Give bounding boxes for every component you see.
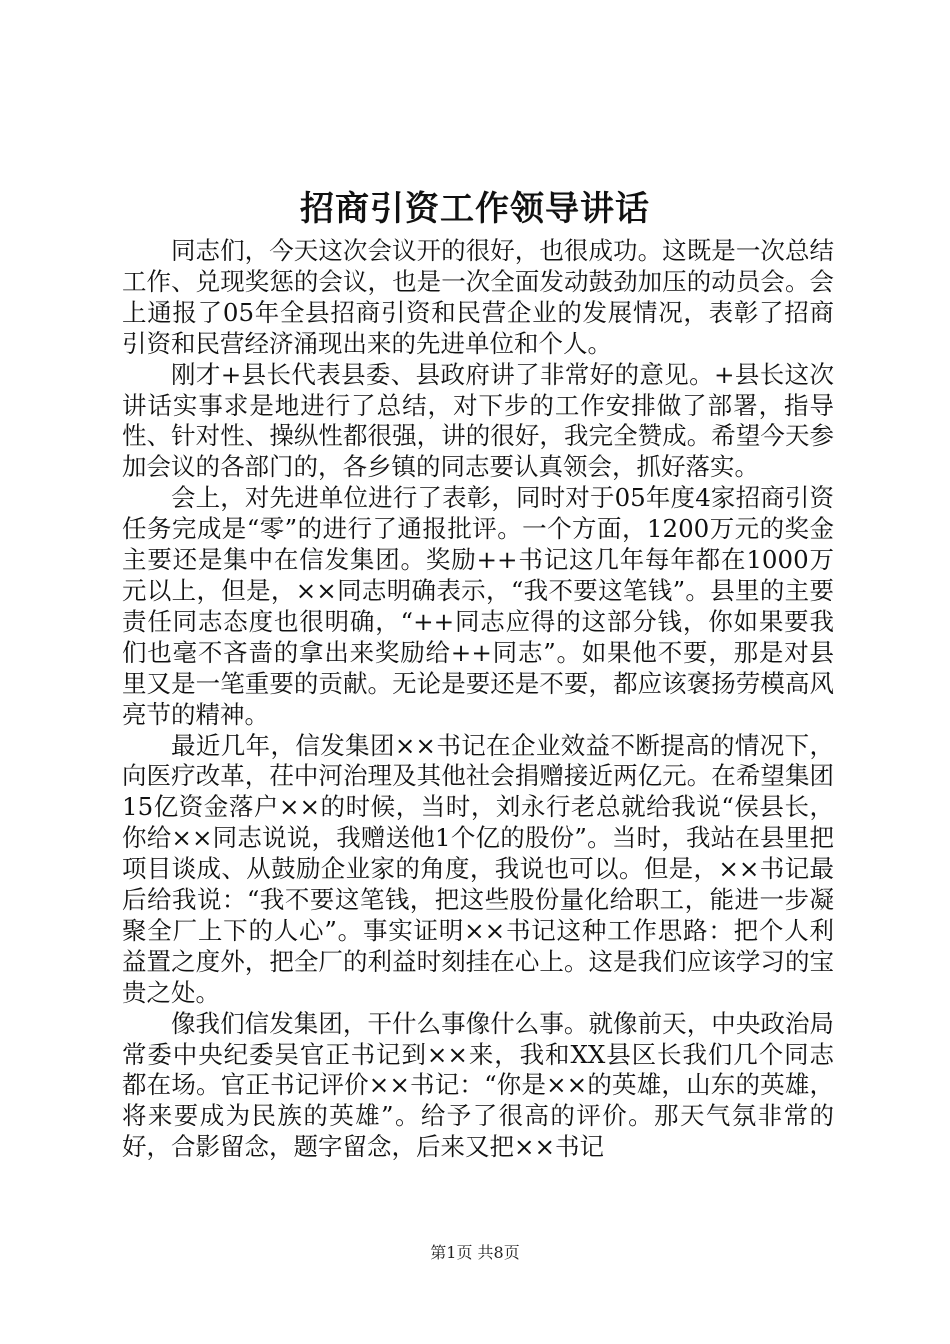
paragraph-5: 像我们信发集团，干什么事像什么事。就像前天，中央政治局常委中央纪委吴官正书记到××来，我和XX县区长我们几个同志都在场。官正书记评价××书记：“你是××的英雄，山东的英雄，将来要成为民族的英雄”。给予了很高的评价。那天气氛非常的好，合影留念，题字留念，后来又把××书记	[122, 1008, 834, 1162]
page-number-footer: 第1页 共8页	[430, 1243, 520, 1262]
paragraph-3: 会上，对先进单位进行了表彰，同时对于05年度4家招商引资任务完成是“零”的进行了通报批评。一个方面，1200万元的奖金主要还是集中在信发集团。奖励++书记这几年每年都在1000万元以上，但是，××同志明确表示，“我不要这笔钱”。县里的主要责任同志态度也很明确，“++同志应得的这部分钱，你如果要我们也毫不吝啬的拿出来奖励给++同志”。如果他不要，那是对县里又是一笔重要的贡献。无论是要还是不要，都应该褒扬劳模高风亮节的精神。	[122, 483, 834, 729]
page-title: 招商引资工作领导讲话	[300, 189, 650, 229]
paragraph-2: 刚才+县长代表县委、县政府讲了非常好的意见。+县长这次讲话实事求是地进行了总结，对下步的工作安排做了部署，指导性、针对性、操纵性都很强，讲的很好，我完全赞成。希望今天参加会议的各部门的，各乡镇的同志要认真领会，抓好落实。	[122, 359, 834, 482]
paragraph-4: 最近几年，信发集团××书记在企业效益不断提高的情况下，向医疗改革，茌中河治理及其他社会捐赠接近两亿元。在希望集团15亿资金落户××的时候，当时，刘永行老总就给我说“侯县长，你给××同志说说，我赠送他1个亿的股份”。当时，我站在县里把项目谈成、从鼓励企业家的角度，我说也可以。但是，××书记最后给我说：“我不要这笔钱，把这些股份量化给职工，能进一步凝聚全厂上下的人心”。事实证明××书记这种工作思路：把个人利益置之度外，把全厂的利益时刻挂在心上。这是我们应该学习的宝贵之处。	[122, 730, 834, 1007]
paragraph-1: 同志们，今天这次会议开的很好，也很成功。这既是一次总结工作、兑现奖惩的会议，也是一次全面发动鼓劲加压的动员会。会上通报了05年全县招商引资和民营企业的发展情况，表彰了招商引资和民营经济涌现出来的先进单位和个人。	[122, 236, 834, 358]
document-body	[122, 236, 834, 1163]
